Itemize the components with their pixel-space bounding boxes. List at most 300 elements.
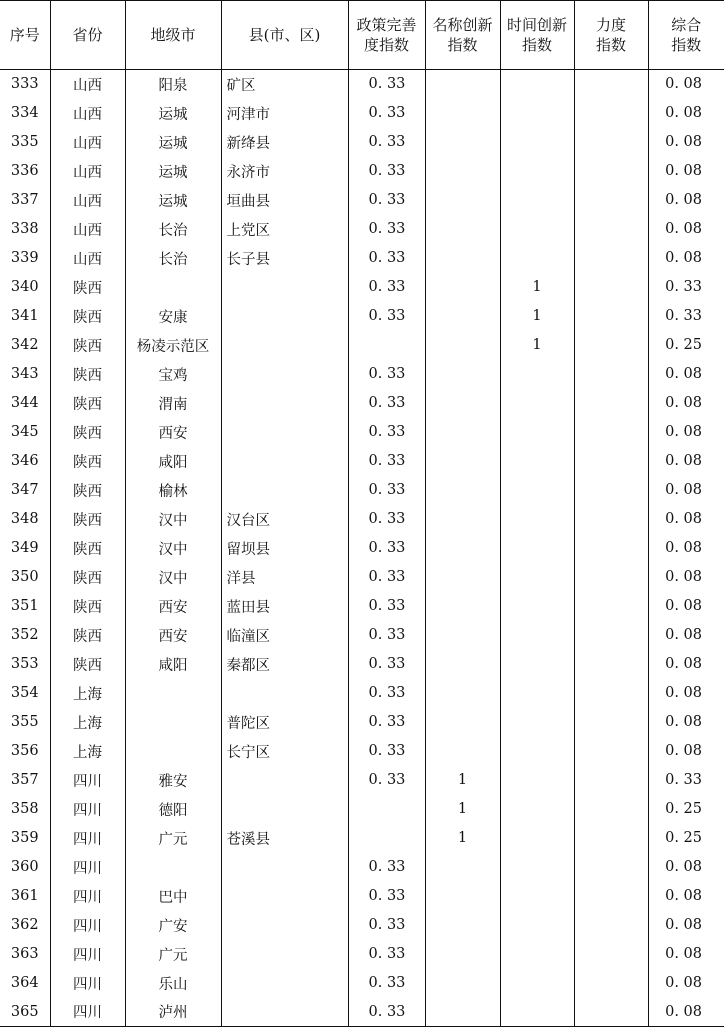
- cell-no: 355: [10, 714, 39, 730]
- cell-policy-index: 0. 33: [348, 940, 425, 969]
- table-row: [0, 70, 724, 99]
- table-row: [0, 418, 724, 447]
- cell-policy-index: 0. 33: [348, 621, 425, 650]
- table-row: [0, 360, 724, 389]
- cell-name-index: [425, 882, 500, 911]
- header-policy-index: [348, 1, 425, 70]
- cell-no: 354: [10, 685, 39, 701]
- cell-strength-index: [574, 273, 648, 302]
- cell-province: 陕西: [50, 563, 125, 592]
- cell-province: 上海: [50, 737, 125, 766]
- cell-strength-index: [574, 592, 648, 621]
- cell-county: [221, 447, 348, 476]
- cell-name-index: [425, 708, 500, 737]
- table-row: [0, 853, 724, 882]
- header-total-line1: 综合: [671, 16, 702, 34]
- header-no: [0, 1, 50, 70]
- cell-name-index: [425, 621, 500, 650]
- cell-name-index: [425, 128, 500, 157]
- cell-name-index: 1: [425, 766, 500, 795]
- header-total-index: [648, 1, 724, 70]
- cell-city: 咸阳: [125, 650, 221, 679]
- table-row: [0, 998, 724, 1027]
- cell-policy-index: 0. 33: [348, 302, 425, 331]
- cell-total-index: 0. 08: [648, 708, 724, 737]
- cell-strength-index: [574, 244, 648, 273]
- cell-no: 353: [10, 656, 39, 672]
- table-row: [0, 447, 724, 476]
- cell-province: 陕西: [50, 273, 125, 302]
- cell-county: 蓝田县: [221, 592, 348, 621]
- cell-province: 上海: [50, 708, 125, 737]
- cell-county: [221, 882, 348, 911]
- cell-name-index: [425, 969, 500, 998]
- cell-no: 365: [10, 1003, 39, 1020]
- cell-province: 陕西: [50, 389, 125, 418]
- table-row: [0, 592, 724, 621]
- cell-city: 雅安: [125, 766, 221, 795]
- cell-no: 347: [10, 482, 39, 498]
- cell-total-index: 0. 08: [648, 534, 724, 563]
- cell-province: 山西: [50, 99, 125, 128]
- cell-strength-index: [574, 476, 648, 505]
- cell-strength-index: [574, 360, 648, 389]
- cell-name-index: 1: [425, 824, 500, 853]
- cell-name-index: [425, 331, 500, 360]
- cell-strength-index: [574, 621, 648, 650]
- cell-policy-index: 0. 33: [348, 708, 425, 737]
- table-body: [0, 70, 724, 1027]
- table-row: [0, 244, 724, 273]
- cell-no: 362: [10, 917, 39, 933]
- cell-policy-index: 0. 33: [348, 157, 425, 186]
- cell-strength-index: [574, 534, 648, 563]
- cell-county: 垣曲县: [221, 186, 348, 215]
- cell-province: 山西: [50, 186, 125, 215]
- cell-time-index: [500, 505, 574, 534]
- cell-time-index: [500, 360, 574, 389]
- cell-county: 普陀区: [221, 708, 348, 737]
- cell-name-index: [425, 447, 500, 476]
- cell-strength-index: [574, 708, 648, 737]
- cell-county: [221, 331, 348, 360]
- cell-time-index: [500, 186, 574, 215]
- header-province-label: 省份: [72, 26, 103, 44]
- cell-total-index: 0. 08: [648, 737, 724, 766]
- header-time-line1: 时间创新: [506, 16, 567, 34]
- cell-policy-index: [348, 824, 425, 853]
- table-row: [0, 824, 724, 853]
- cell-strength-index: [574, 766, 648, 795]
- cell-city: 长治: [125, 215, 221, 244]
- cell-total-index: 0. 25: [648, 824, 724, 853]
- cell-time-index: [500, 534, 574, 563]
- cell-county: [221, 795, 348, 824]
- cell-city: 西安: [125, 621, 221, 650]
- cell-policy-index: 0. 33: [348, 737, 425, 766]
- cell-policy-index: 0. 33: [348, 128, 425, 157]
- cell-city: 广安: [125, 911, 221, 940]
- cell-policy-index: 0. 33: [348, 447, 425, 476]
- cell-time-index: [500, 418, 574, 447]
- cell-city: 咸阳: [125, 447, 221, 476]
- header-city: [125, 1, 221, 70]
- header-time-index: [500, 1, 574, 70]
- cell-total-index: 0. 08: [648, 70, 724, 99]
- cell-province: 山西: [50, 244, 125, 273]
- header-time-line2: 指数: [521, 36, 552, 54]
- header-strength-line1: 力度: [595, 16, 626, 34]
- cell-name-index: 1: [425, 795, 500, 824]
- cell-county: 河津市: [221, 99, 348, 128]
- table-row: [0, 969, 724, 998]
- header-name-line1: 名称创新: [432, 16, 493, 34]
- cell-city: 运城: [125, 99, 221, 128]
- table-row: [0, 476, 724, 505]
- cell-city: [125, 737, 221, 766]
- cell-strength-index: [574, 563, 648, 592]
- cell-time-index: [500, 882, 574, 911]
- cell-strength-index: [574, 795, 648, 824]
- cell-county: 长宁区: [221, 737, 348, 766]
- table-row: [0, 99, 724, 128]
- cell-policy-index: 0. 33: [348, 853, 425, 882]
- cell-strength-index: [574, 911, 648, 940]
- cell-strength-index: [574, 157, 648, 186]
- cell-no: 337: [10, 192, 39, 208]
- cell-no: 344: [10, 395, 39, 411]
- cell-strength-index: [574, 215, 648, 244]
- cell-name-index: [425, 215, 500, 244]
- cell-no: 333: [10, 76, 39, 93]
- cell-city: 榆林: [125, 476, 221, 505]
- cell-time-index: [500, 128, 574, 157]
- cell-total-index: 0. 08: [648, 128, 724, 157]
- cell-time-index: [500, 911, 574, 940]
- cell-total-index: 0. 08: [648, 679, 724, 708]
- cell-province: 四川: [50, 940, 125, 969]
- table-row: [0, 650, 724, 679]
- cell-county: [221, 853, 348, 882]
- cell-county: [221, 969, 348, 998]
- cell-city: 西安: [125, 418, 221, 447]
- cell-total-index: 0. 08: [648, 621, 724, 650]
- table-row: [0, 215, 724, 244]
- cell-time-index: 1: [500, 302, 574, 331]
- table-row: [0, 331, 724, 360]
- cell-strength-index: [574, 505, 648, 534]
- cell-no: 335: [10, 134, 39, 150]
- cell-total-index: 0. 08: [648, 998, 724, 1027]
- cell-county: [221, 302, 348, 331]
- cell-province: 陕西: [50, 447, 125, 476]
- cell-name-index: [425, 998, 500, 1027]
- cell-total-index: 0. 08: [648, 853, 724, 882]
- cell-city: 运城: [125, 157, 221, 186]
- cell-no: 341: [10, 308, 39, 324]
- cell-city: 广元: [125, 940, 221, 969]
- cell-province: 陕西: [50, 360, 125, 389]
- cell-policy-index: 0. 33: [348, 215, 425, 244]
- table-row: [0, 273, 724, 302]
- cell-county: [221, 389, 348, 418]
- cell-time-index: [500, 389, 574, 418]
- cell-total-index: 0. 33: [648, 302, 724, 331]
- cell-province: 四川: [50, 882, 125, 911]
- cell-no: 363: [10, 946, 39, 962]
- cell-city: 杨凌示范区: [125, 331, 221, 360]
- cell-name-index: [425, 244, 500, 273]
- cell-policy-index: 0. 33: [348, 882, 425, 911]
- cell-no: 346: [10, 453, 39, 469]
- cell-name-index: [425, 940, 500, 969]
- cell-no: 342: [10, 337, 39, 353]
- cell-province: 陕西: [50, 650, 125, 679]
- cell-name-index: [425, 70, 500, 99]
- cell-county: [221, 940, 348, 969]
- cell-no: 339: [10, 250, 39, 266]
- cell-time-index: [500, 824, 574, 853]
- cell-policy-index: 0. 33: [348, 534, 425, 563]
- cell-policy-index: 0. 33: [348, 389, 425, 418]
- cell-policy-index: 0. 33: [348, 505, 425, 534]
- cell-time-index: [500, 795, 574, 824]
- table-row: [0, 505, 724, 534]
- cell-name-index: [425, 99, 500, 128]
- table-row: [0, 302, 724, 331]
- cell-total-index: 0. 08: [648, 563, 724, 592]
- cell-time-index: [500, 679, 574, 708]
- cell-time-index: [500, 621, 574, 650]
- cell-time-index: [500, 70, 574, 99]
- cell-total-index: 0. 08: [648, 969, 724, 998]
- cell-city: 运城: [125, 186, 221, 215]
- cell-name-index: [425, 650, 500, 679]
- cell-strength-index: [574, 186, 648, 215]
- table-row: [0, 940, 724, 969]
- cell-time-index: [500, 215, 574, 244]
- cell-city: 广元: [125, 824, 221, 853]
- cell-total-index: 0. 08: [648, 940, 724, 969]
- cell-strength-index: [574, 940, 648, 969]
- cell-province: 四川: [50, 969, 125, 998]
- cell-county: [221, 273, 348, 302]
- cell-time-index: [500, 244, 574, 273]
- cell-county: 临潼区: [221, 621, 348, 650]
- header-county: [221, 1, 348, 70]
- header-name-index: [425, 1, 500, 70]
- cell-city: 巴中: [125, 882, 221, 911]
- cell-strength-index: [574, 302, 648, 331]
- cell-county: [221, 766, 348, 795]
- cell-total-index: 0. 08: [648, 389, 724, 418]
- cell-policy-index: [348, 795, 425, 824]
- cell-province: 陕西: [50, 505, 125, 534]
- cell-city: 渭南: [125, 389, 221, 418]
- table-row: [0, 534, 724, 563]
- cell-no: 361: [10, 888, 39, 904]
- cell-total-index: 0. 08: [648, 157, 724, 186]
- cell-strength-index: [574, 128, 648, 157]
- header-total-line2: 指数: [671, 36, 702, 54]
- cell-no: 351: [10, 598, 39, 614]
- cell-no: 334: [10, 105, 39, 121]
- cell-county: 矿区: [221, 70, 348, 99]
- header-city-label: 地级市: [150, 26, 196, 44]
- cell-no: 356: [10, 743, 39, 759]
- cell-name-index: [425, 505, 500, 534]
- cell-total-index: 0. 08: [648, 447, 724, 476]
- cell-province: 山西: [50, 215, 125, 244]
- cell-time-index: [500, 563, 574, 592]
- cell-county: 苍溪县: [221, 824, 348, 853]
- cell-policy-index: 0. 33: [348, 70, 425, 99]
- cell-province: 陕西: [50, 302, 125, 331]
- cell-name-index: [425, 911, 500, 940]
- cell-county: 留坝县: [221, 534, 348, 563]
- cell-province: 陕西: [50, 592, 125, 621]
- cell-total-index: 0. 25: [648, 331, 724, 360]
- table-row: [0, 882, 724, 911]
- cell-name-index: [425, 476, 500, 505]
- cell-name-index: [425, 186, 500, 215]
- cell-name-index: [425, 273, 500, 302]
- cell-province: 陕西: [50, 534, 125, 563]
- cell-policy-index: 0. 33: [348, 244, 425, 273]
- cell-county: 长子县: [221, 244, 348, 273]
- cell-time-index: [500, 766, 574, 795]
- cell-name-index: [425, 737, 500, 766]
- header-county-label: 县(市、区): [248, 26, 321, 44]
- cell-city: 长治: [125, 244, 221, 273]
- cell-province: 陕西: [50, 476, 125, 505]
- header-name-line2: 指数: [447, 36, 478, 54]
- cell-total-index: 0. 08: [648, 505, 724, 534]
- cell-time-index: [500, 853, 574, 882]
- cell-policy-index: [348, 331, 425, 360]
- cell-no: 338: [10, 221, 39, 237]
- cell-county: [221, 679, 348, 708]
- cell-time-index: [500, 157, 574, 186]
- cell-total-index: 0. 08: [648, 911, 724, 940]
- cell-time-index: [500, 99, 574, 128]
- table-row: [0, 766, 724, 795]
- cell-no: 336: [10, 163, 39, 179]
- cell-city: 汉中: [125, 534, 221, 563]
- cell-time-index: [500, 476, 574, 505]
- cell-name-index: [425, 157, 500, 186]
- cell-policy-index: 0. 33: [348, 476, 425, 505]
- cell-total-index: 0. 08: [648, 592, 724, 621]
- cell-policy-index: 0. 33: [348, 418, 425, 447]
- cell-total-index: 0. 08: [648, 360, 724, 389]
- cell-time-index: [500, 969, 574, 998]
- cell-province: 四川: [50, 824, 125, 853]
- cell-name-index: [425, 592, 500, 621]
- cell-city: 乐山: [125, 969, 221, 998]
- cell-no: 364: [10, 975, 39, 991]
- cell-city: 西安: [125, 592, 221, 621]
- cell-strength-index: [574, 650, 648, 679]
- cell-county: 新绛县: [221, 128, 348, 157]
- cell-county: 秦都区: [221, 650, 348, 679]
- cell-strength-index: [574, 679, 648, 708]
- cell-total-index: 0. 33: [648, 766, 724, 795]
- table-header: [0, 1, 724, 70]
- cell-name-index: [425, 418, 500, 447]
- cell-name-index: [425, 389, 500, 418]
- cell-total-index: 0. 08: [648, 215, 724, 244]
- cell-province: 陕西: [50, 418, 125, 447]
- cell-province: 四川: [50, 998, 125, 1027]
- table-row: [0, 389, 724, 418]
- cell-strength-index: [574, 998, 648, 1027]
- cell-no: 352: [10, 627, 39, 643]
- cell-name-index: [425, 563, 500, 592]
- cell-time-index: [500, 737, 574, 766]
- cell-policy-index: 0. 33: [348, 563, 425, 592]
- header-strength-index: [574, 1, 648, 70]
- cell-province: 四川: [50, 853, 125, 882]
- cell-time-index: [500, 592, 574, 621]
- cell-policy-index: 0. 33: [348, 679, 425, 708]
- cell-county: [221, 476, 348, 505]
- cell-city: 安康: [125, 302, 221, 331]
- cell-name-index: [425, 853, 500, 882]
- cell-no: 340: [10, 279, 39, 295]
- cell-policy-index: 0. 33: [348, 186, 425, 215]
- cell-province: 四川: [50, 795, 125, 824]
- cell-no: 359: [10, 830, 39, 846]
- cell-no: 349: [10, 540, 39, 556]
- cell-city: 德阳: [125, 795, 221, 824]
- cell-county: 洋县: [221, 563, 348, 592]
- header-row: [0, 1, 724, 70]
- cell-city: [125, 273, 221, 302]
- cell-city: 汉中: [125, 563, 221, 592]
- cell-time-index: 1: [500, 273, 574, 302]
- cell-time-index: [500, 998, 574, 1027]
- cell-province: 四川: [50, 911, 125, 940]
- cell-province: 四川: [50, 766, 125, 795]
- table-row: [0, 679, 724, 708]
- cell-policy-index: 0. 33: [348, 99, 425, 128]
- cell-total-index: 0. 08: [648, 882, 724, 911]
- cell-policy-index: 0. 33: [348, 360, 425, 389]
- header-province: [50, 1, 125, 70]
- cell-province: 陕西: [50, 621, 125, 650]
- cell-name-index: [425, 534, 500, 563]
- cell-city: 汉中: [125, 505, 221, 534]
- cell-no: 348: [10, 511, 39, 527]
- cell-name-index: [425, 360, 500, 389]
- cell-city: 宝鸡: [125, 360, 221, 389]
- header-policy-line1: 政策完善: [356, 16, 417, 34]
- cell-total-index: 0. 08: [648, 99, 724, 128]
- cell-county: [221, 998, 348, 1027]
- cell-policy-index: 0. 33: [348, 650, 425, 679]
- cell-province: 山西: [50, 128, 125, 157]
- header-policy-line2: 度指数: [363, 36, 409, 54]
- cell-city: 泸州: [125, 998, 221, 1027]
- cell-no: 345: [10, 424, 39, 440]
- cell-province: 陕西: [50, 331, 125, 360]
- cell-total-index: 0. 08: [648, 650, 724, 679]
- cell-strength-index: [574, 447, 648, 476]
- table-row: [0, 128, 724, 157]
- cell-no: 360: [10, 859, 39, 875]
- cell-total-index: 0. 08: [648, 476, 724, 505]
